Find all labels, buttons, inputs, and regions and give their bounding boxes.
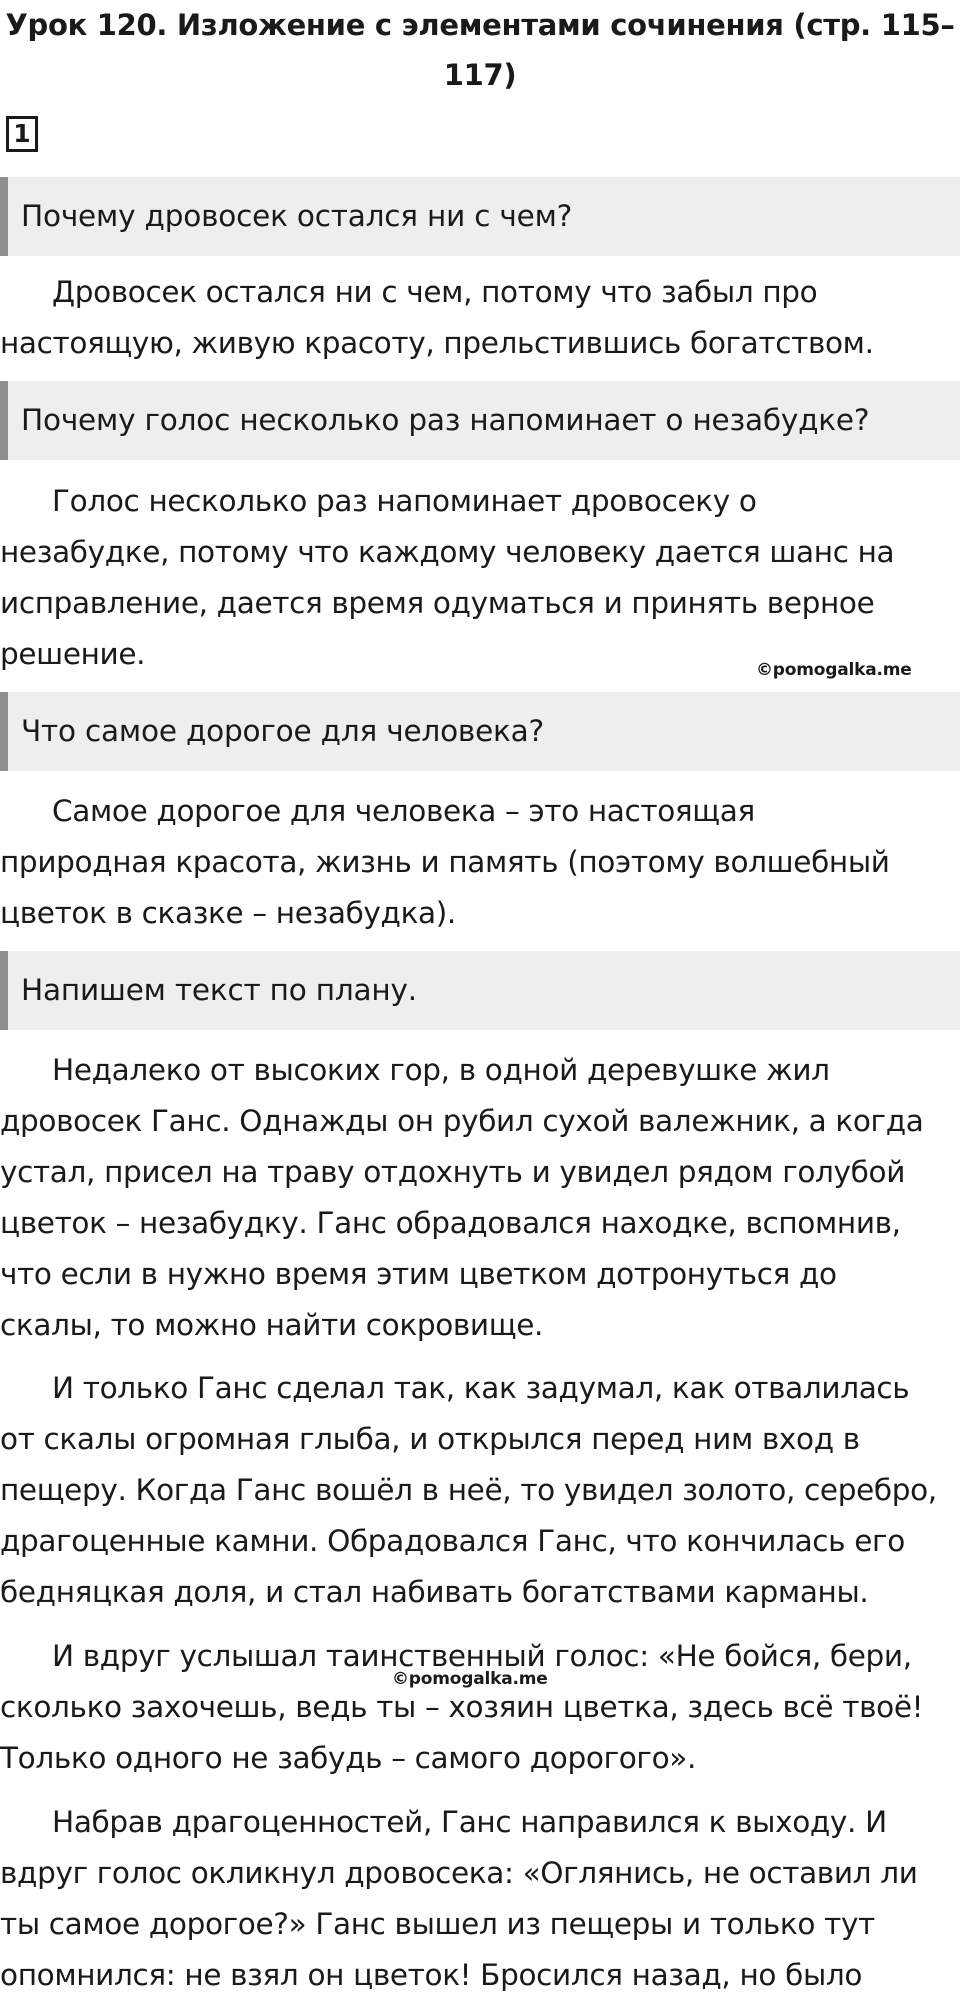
question-3: Что самое дорогое для человека? — [0, 692, 960, 771]
story-line: скалы, то можно найти сокровище. — [0, 1308, 544, 1342]
story-line: бедняцкая доля, и стал набивать богатствами карманы. — [0, 1575, 869, 1609]
story-line: от скалы огромная глыба, и открылся перед ним вход в — [0, 1422, 860, 1456]
story-line: пещеру. Когда Ганс вошёл в неё, то увидел золото, серебро, — [0, 1473, 937, 1507]
question-1: Почему дровосек остался ни с чем? — [0, 177, 960, 256]
story-paragraph-2 — [0, 1363, 960, 1618]
story-line: драгоценные камни. Обрадовался Ганс, что кончилась его — [0, 1524, 905, 1558]
story-line: Недалеко от высоких гор, в одной деревушке жил — [52, 1053, 830, 1087]
story-line: И вдруг услышал таинственный голос: «Не бойся, бери, — [52, 1639, 912, 1673]
answer-line: Голос несколько раз напоминает дровосеку о — [52, 484, 757, 518]
answer-line: Самое дорогое для человека – это настоящая — [52, 794, 755, 828]
story-line: опомнился: не взял он цветок! Бросился назад, но было — [0, 1958, 863, 1992]
question-4: Напишем текст по плану. — [0, 951, 960, 1030]
answer-line: цветок в сказке – незабудка). — [0, 896, 456, 930]
watermark: ©pomogalka.me — [756, 660, 912, 680]
story-line: дровосек Ганс. Однажды он рубил сухой валежник, а когда — [0, 1104, 924, 1138]
answer-line: решение. — [0, 637, 146, 671]
question-2: Почему голос несколько раз напоминает о незабудке? — [0, 381, 960, 460]
story-line: что если в нужно время этим цветком дотронуться до — [0, 1257, 837, 1291]
story-line: вдруг голос окликнул дровосека: «Оглянись, не оставил ли — [0, 1856, 918, 1890]
answer-3 — [0, 786, 960, 939]
story-line: Только одного не забудь – самого дорогого». — [0, 1741, 696, 1775]
answer-line: природная красота, жизнь и память (поэтому волшебный — [0, 845, 890, 879]
answer-line: настоящую, живую красоту, прельстившись богатством. — [0, 326, 874, 360]
page-title — [0, 0, 960, 100]
story-paragraph-4 — [0, 1797, 960, 2001]
watermark: ©pomogalka.me — [392, 1669, 548, 1689]
answer-line: исправление, дается время одуматься и принять верное — [0, 586, 875, 620]
answer-1 — [0, 267, 960, 369]
story-line: Набрав драгоценностей, Ганс направился к выходу. И — [52, 1805, 887, 1839]
story-line: цветок – незабудку. Ганс обрадовался находке, вспомнив, — [0, 1206, 901, 1240]
story-paragraph-3 — [0, 1631, 960, 1784]
story-paragraph-1 — [0, 1045, 960, 1351]
story-line: И только Ганс сделал так, как задумал, как отвалилась — [52, 1371, 910, 1405]
page-title-line-1: Урок 120. Изложение с элементами сочинения (стр. 115– — [5, 8, 955, 42]
story-line: сколько захочешь, ведь ты – хозяин цветка, здесь всё твоё! — [0, 1690, 924, 1724]
page-title-line-2: 117) — [443, 58, 517, 92]
task-number-box: 1 — [6, 116, 38, 152]
answer-2 — [0, 476, 960, 680]
answer-line: Дровосек остался ни с чем, потому что забыл про — [52, 275, 818, 309]
story-line: устал, присел на траву отдохнуть и увидел рядом голубой — [0, 1155, 906, 1189]
story-line: ты самое дорогое?» Ганс вышел из пещеры и только тут — [0, 1907, 875, 1941]
answer-line: незабудке, потому что каждому человеку дается шанс на — [0, 535, 895, 569]
